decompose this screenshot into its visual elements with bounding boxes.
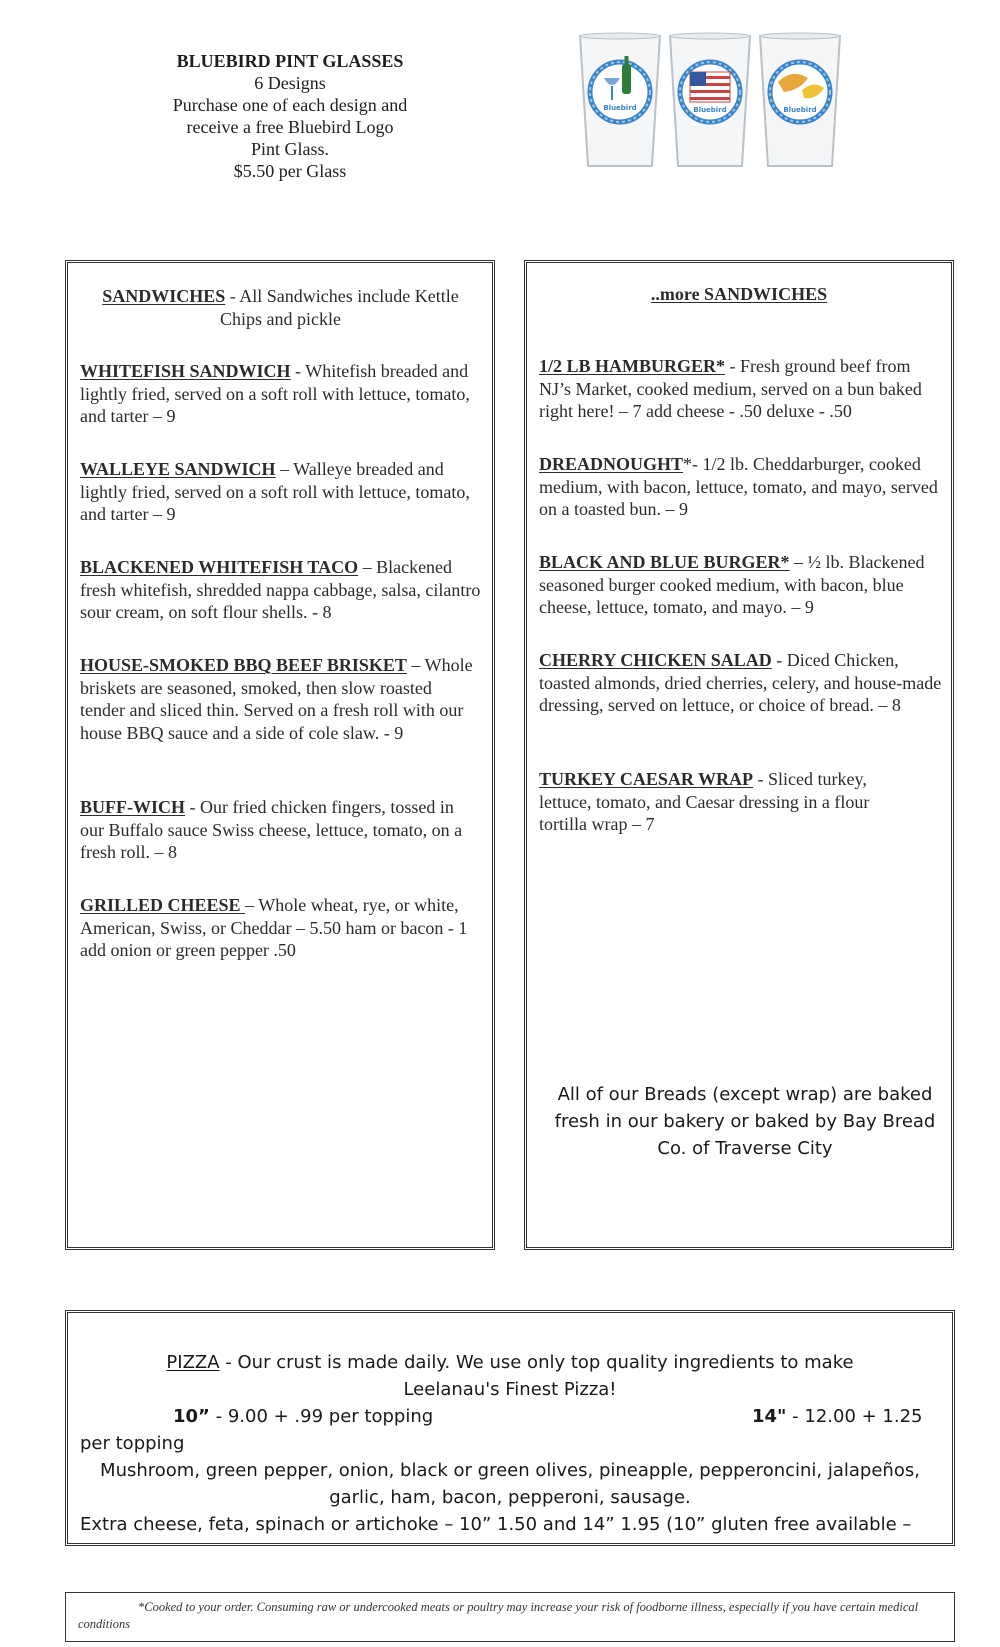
item-name: WHITEFISH SANDWICH: [80, 361, 291, 381]
pizza-14-price-text: - 12.00 + 1.25: [786, 1406, 923, 1427]
item-name: 1/2 LB HAMBURGER*: [539, 356, 726, 376]
item-name: BUFF-WICH: [80, 797, 185, 817]
pizza-title: PIZZA: [166, 1352, 220, 1373]
item-desc: – ½ lb. Blackened seasoned burger cooked medium, with bacon, blue cheese, lettuce, tomato, and mayo. – 9: [539, 552, 925, 617]
menu-item: [539, 453, 944, 521]
pizza-toppings-line2: garlic, ham, bacon, pepperoni, sausage.: [329, 1487, 691, 1508]
pizza-intro-text: - Our crust is made daily. We use only top quality ingredients to make: [219, 1352, 854, 1373]
menu-item: [539, 768, 914, 836]
item-desc: - Fresh ground beef from NJ’s Market, cooked medium, served on a bun baked right here! – 7 add cheese - .50 deluxe - .50: [539, 356, 922, 421]
sandwiches-subtitle: - All Sandwiches include Kettle Chips and pickle: [220, 286, 459, 329]
pizza-extras: Extra cheese, feta, spinach or artichoke – 10” 1.50 and 14” 1.95 (10” gluten free available –: [80, 1514, 912, 1535]
item-desc: – Walleye breaded and lightly fried, served on a soft roll with lettuce, tomato, and tarter – 9: [80, 459, 470, 524]
sandwiches-title: SANDWICHES: [102, 286, 226, 306]
promo-price: $5.50 per Glass: [233, 161, 347, 181]
pizza-intro: [68, 1349, 952, 1376]
disclaimer-box: [65, 1592, 955, 1642]
menu-item: [539, 355, 944, 423]
menu-item: [539, 551, 944, 619]
menu-item: [80, 654, 475, 744]
item-desc: – Whole wheat, rye, or white, American, Swiss, or Cheddar – 5.50 ham or bacon - 1 add onion or green pepper .50: [80, 895, 468, 960]
menu-item: [80, 556, 485, 624]
menu-item: [80, 894, 475, 962]
item-name: DREADNOUGHT: [539, 454, 684, 474]
item-name: BLACKENED WHITEFISH TACO: [80, 557, 359, 577]
bread-note: All of our Breads (except wrap) are baked fresh in our bakery or baked by Bay Bread Co. of Traverse City: [554, 1084, 936, 1159]
promo-line: receive a free Bluebird Logo: [186, 117, 394, 137]
pint-glass-promo: [140, 50, 440, 182]
item-name: HOUSE-SMOKED BBQ BEEF BRISKET: [80, 655, 407, 675]
svg-text:Bluebird: Bluebird: [783, 106, 817, 114]
item-desc: - Our fried chicken fingers, tossed in our Buffalo sauce Swiss cheese, lettuce, tomato, on a fresh roll. – 8: [80, 797, 463, 862]
disclaimer-text: *Cooked to your order. Consuming raw or undercooked meats or poultry may increase your risk of foodborne illness, especially if you have certain medical conditions: [78, 1600, 919, 1631]
pizza-panel: [65, 1310, 955, 1546]
pizza-intro-line2: Leelanau's Finest Pizza!: [403, 1379, 617, 1400]
sandwiches-header: [88, 285, 473, 331]
menu-item: [80, 458, 475, 526]
pizza-14-price-cont: per topping: [80, 1433, 185, 1454]
pizza-14-price: [752, 1403, 923, 1430]
item-desc: - Sliced turkey, lettuce, tomato, and Caesar dressing in a flour tortilla wrap – 7: [539, 769, 870, 834]
pizza-10-label: 10”: [173, 1406, 210, 1427]
promo-line: 6 Designs: [254, 73, 326, 93]
item-desc: - Whitefish breaded and lightly fried, served on a soft roll with lettuce, tomato, and tarter – 9: [80, 361, 470, 426]
menu-item: [539, 649, 944, 717]
more-sandwiches-title: ..more SANDWICHES: [650, 284, 828, 304]
pizza-10-price-text: - 9.00 + .99 per topping: [209, 1406, 434, 1427]
pizza-14-label: 14": [752, 1406, 787, 1427]
promo-line: Purchase one of each design and: [172, 95, 408, 115]
pizza-10-price: [173, 1403, 433, 1430]
item-desc: *- 1/2 lb. Cheddarburger, cooked medium, with bacon, lettuce, tomato, and mayo, served on a toasted bun. – 9: [539, 454, 938, 519]
more-sandwiches-panel: [524, 260, 954, 1250]
svg-text:Bluebird: Bluebird: [603, 104, 637, 112]
item-name: BLACK AND BLUE BURGER*: [539, 552, 790, 572]
sandwiches-panel: [65, 260, 495, 1250]
item-name: GRILLED CHEESE: [80, 895, 246, 915]
pizza-toppings: Mushroom, green pepper, onion, black or green olives, pineapple, pepperoncini, jalapeños,: [100, 1460, 920, 1481]
pint-glass-flag-icon: [668, 32, 752, 170]
item-name: WALLEYE SANDWICH: [80, 459, 276, 479]
promo-line: Pint Glass.: [250, 139, 329, 159]
more-sandwiches-header: [527, 283, 951, 306]
menu-item: [80, 360, 475, 428]
item-desc: - Diced Chicken, toasted almonds, dried cherries, celery, and house-made dressing, served on lettuce, or choice of bread. – 8: [539, 650, 942, 715]
pint-glass-wine-icon: [578, 32, 662, 170]
pint-glasses-image: [578, 32, 846, 172]
item-name: CHERRY CHICKEN SALAD: [539, 650, 772, 670]
menu-item: [80, 796, 475, 864]
item-desc: – Whole briskets are seasoned, smoked, then slow roasted tender and sliced thin. Served on a fresh roll with our house BBQ sauce and a side of cole slaw. - 9: [80, 655, 473, 743]
promo-title: BLUEBIRD PINT GLASSES: [176, 51, 404, 71]
svg-text:Bluebird: Bluebird: [693, 106, 727, 114]
item-name: TURKEY CAESAR WRAP: [539, 769, 754, 789]
pint-glass-fish-icon: [758, 32, 842, 170]
item-desc: – Blackened fresh whitefish, shredded nappa cabbage, salsa, cilantro sour cream, on soft flour shells. - 8: [80, 557, 481, 622]
